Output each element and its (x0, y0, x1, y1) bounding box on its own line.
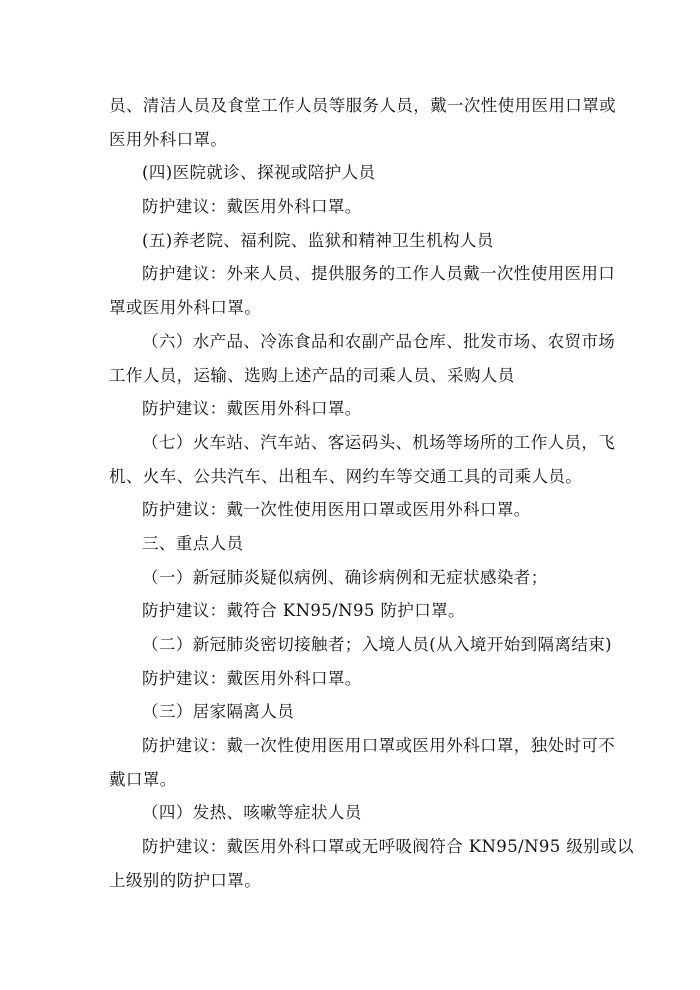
section-heading: （三）居家隔离人员 (142, 702, 295, 722)
text-line: 机、火车、公共汽车、出租车、网约车等交通工具的司乘人员。 (109, 466, 583, 486)
text-line: 工作人员，运输、选购上述产品的司乘人员、采购人员 (109, 365, 515, 385)
text-line: 医用外科口罩。 (109, 129, 228, 149)
chapter-heading: 三、重点人员 (142, 533, 244, 553)
text-line: 戴口罩。 (109, 769, 177, 789)
section-heading: (五)养老院、福利院、监狱和精神卫生机构人员 (142, 230, 494, 250)
protection-advice: 防护建议：戴医用外科口罩。 (142, 197, 362, 217)
protection-advice: 防护建议：戴医用外科口罩或无呼吸阀符合 KN95/N95 级别或以 (142, 837, 634, 857)
protection-advice: 防护建议：外来人员、提供服务的工作人员戴一次性使用医用口 (142, 264, 616, 284)
text-line: 罩或医用外科口罩。 (109, 298, 262, 318)
section-heading: （四）发热、咳嗽等症状人员 (142, 803, 362, 823)
section-heading: （一）新冠肺炎疑似病例、确诊病例和无症状感染者； (142, 567, 548, 587)
section-heading: (四)医院就诊、探视或陪护人员 (142, 163, 376, 183)
protection-advice: 防护建议：戴一次性使用医用口罩或医用外科口罩。 (142, 500, 531, 520)
document-body (109, 89, 634, 898)
text-line: 上级别的防护口罩。 (109, 870, 262, 890)
section-heading: （七）火车站、汽车站、客运码头、机场等场所的工作人员，飞 (142, 432, 616, 452)
text-line: 员、清洁人员及食堂工作人员等服务人员，戴一次性使用医用口罩或 (109, 96, 616, 115)
section-heading: （六）水产品、冷冻食品和农副产品仓库、批发市场、农贸市场 (142, 331, 616, 351)
protection-advice: 防护建议：戴符合 KN95/N95 防护口罩。 (142, 601, 465, 621)
protection-advice: 防护建议：戴医用外科口罩。 (142, 399, 362, 419)
protection-advice: 防护建议：戴医用外科口罩。 (142, 668, 362, 688)
protection-advice: 防护建议：戴一次性使用医用口罩或医用外科口罩，独处时可不 (142, 736, 616, 756)
section-heading: （二）新冠肺炎密切接触者；入境人员(从入境开始到隔离结束) (142, 635, 612, 654)
